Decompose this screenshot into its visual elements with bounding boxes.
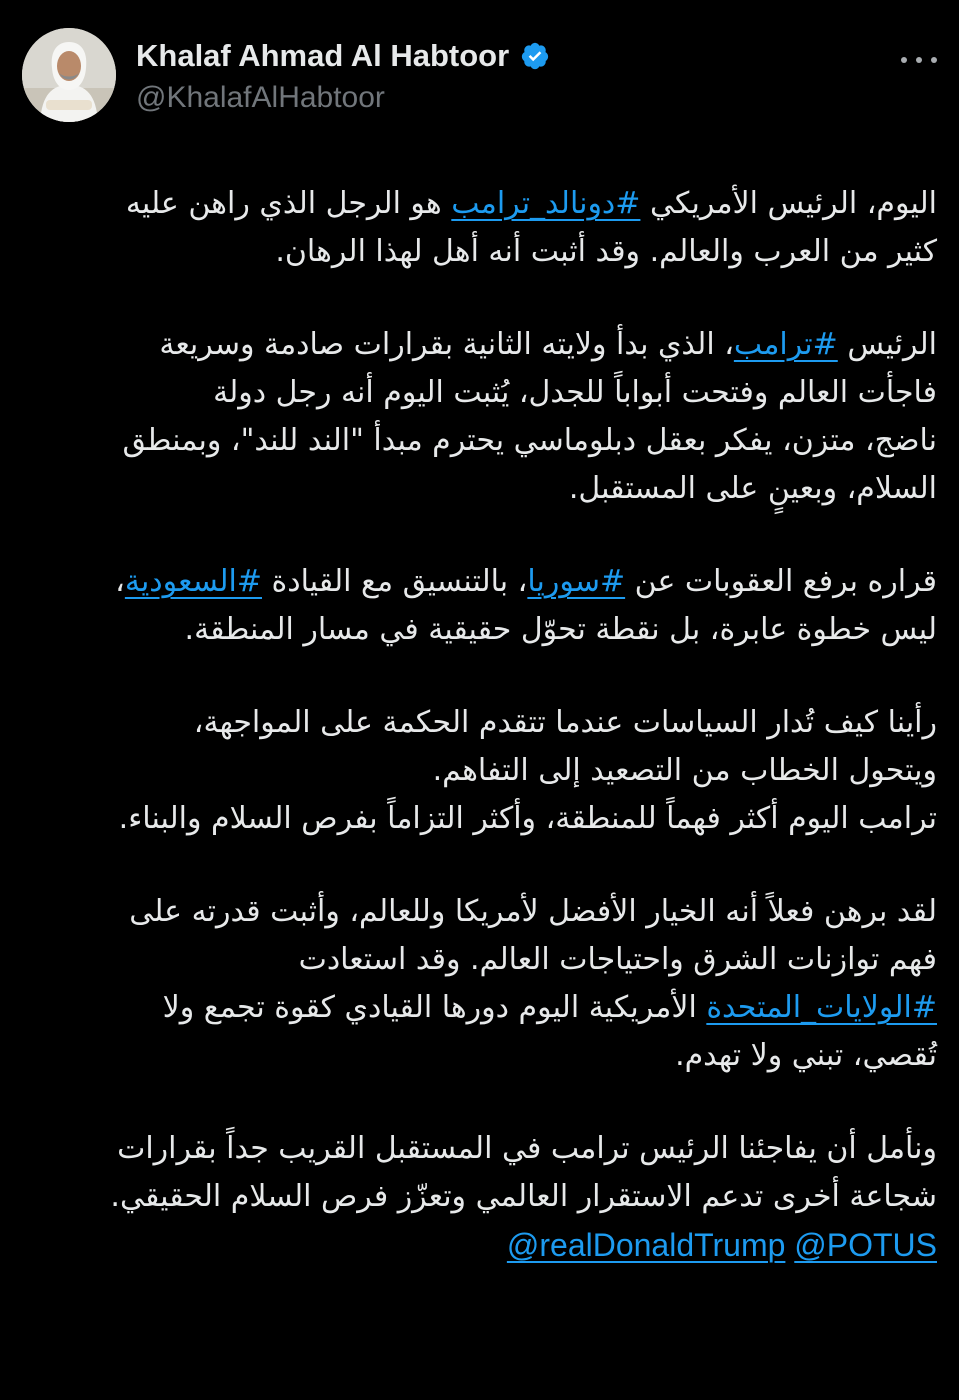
handle[interactable]: @KhalafAlHabtoor bbox=[136, 81, 385, 114]
verified-badge-icon bbox=[520, 41, 550, 71]
tweet-line: رأينا كيف تُدار السياسات عندما تتقدم الحكمة على المواجهة، bbox=[193, 705, 937, 740]
hashtag-link[interactable]: #السعودية bbox=[124, 564, 262, 599]
mentions-line bbox=[22, 1221, 937, 1269]
tweet-paragraph bbox=[22, 699, 937, 843]
tweet-line bbox=[22, 180, 937, 228]
hashtag-link[interactable]: #سوريا bbox=[527, 564, 626, 599]
tweet-line: كثير من العرب والعالم. وقد أثبت أنه أهل لهذا الرهان. bbox=[275, 234, 937, 269]
more-options-icon[interactable] bbox=[901, 50, 937, 70]
tweet-line: ليس خطوة عابرة، بل نقطة تحوّل حقيقية في مسار المنطقة. bbox=[184, 612, 937, 647]
tweet-paragraph bbox=[22, 321, 937, 513]
tweet-line: السلام، وبعينٍ على المستقبل. bbox=[568, 471, 937, 506]
tweet-line bbox=[22, 984, 937, 1032]
tweet-line: ترامب اليوم أكثر فهماً للمنطقة، وأكثر التزاماً بفرص السلام والبناء. bbox=[118, 801, 937, 836]
text-run: قراره برفع العقوبات عن bbox=[625, 564, 937, 599]
tweet-paragraph bbox=[22, 180, 937, 276]
text-run: هو الرجل الذي راهن عليه bbox=[125, 186, 452, 221]
text-run: الرئيس bbox=[837, 327, 937, 362]
tweet-line: لقد برهن فعلاً أنه الخيار الأفضل لأمريكا وللعالم، وأثبت قدرته على bbox=[129, 894, 937, 929]
tweet-line: تُقصي، تبني ولا تهدم. bbox=[675, 1038, 937, 1073]
tweet-paragraph bbox=[22, 558, 937, 654]
profile-photo-icon bbox=[22, 28, 116, 122]
text-run: ، bbox=[115, 564, 125, 599]
tweet-line: ناضج، متزن، يفكر بعقل دبلوماسي يحترم مبدأ "الند للند"، وبمنطق bbox=[122, 423, 937, 458]
hashtag-link[interactable]: #دونالد_ترامب bbox=[451, 186, 641, 221]
hashtag-link[interactable]: #ترامب bbox=[733, 327, 838, 362]
text-run: ، بالتنسيق مع القيادة bbox=[262, 564, 528, 599]
tweet-line: ونأمل أن يفاجئنا الرئيس ترامب في المستقبل القريب جداً بقرارات bbox=[117, 1131, 937, 1166]
tweet-header bbox=[22, 28, 937, 124]
tweet-text bbox=[22, 180, 937, 1269]
mention-link-realdonaldtrump[interactable]: @realDonaldTrump bbox=[506, 1227, 786, 1263]
avatar[interactable] bbox=[22, 28, 116, 122]
text-run: الأمريكية اليوم دورها القيادي كقوة تجمع ولا bbox=[162, 990, 707, 1025]
tweet-line bbox=[22, 321, 937, 369]
tweet-paragraph bbox=[22, 888, 937, 1080]
mention-link-potus[interactable]: @POTUS bbox=[794, 1227, 937, 1263]
hashtag-link[interactable]: #الولايات_المتحدة bbox=[706, 990, 937, 1025]
tweet-line: فاجأت العالم وفتحت أبواباً للجدل، يُثبت اليوم أنه رجل دولة bbox=[213, 375, 937, 410]
tweet-paragraph bbox=[22, 1125, 937, 1269]
tweet-line: فهم توازنات الشرق واحتياجات العالم. وقد استعادت bbox=[298, 942, 937, 977]
text-run: ، الذي بدأ ولايته الثانية بقرارات صادمة وسريعة bbox=[159, 327, 734, 362]
display-name[interactable]: Khalaf Ahmad Al Habtoor bbox=[136, 38, 510, 73]
tweet-line: شجاعة أخرى تدعم الاستقرار العالمي وتعزّز فرص السلام الحقيقي. bbox=[110, 1179, 937, 1214]
author-names bbox=[136, 38, 550, 118]
text-run: اليوم، الرئيس الأمريكي bbox=[640, 186, 937, 221]
tweet-line: ويتحول الخطاب من التصعيد إلى التفاهم. bbox=[432, 753, 937, 788]
tweet-line bbox=[22, 558, 937, 606]
